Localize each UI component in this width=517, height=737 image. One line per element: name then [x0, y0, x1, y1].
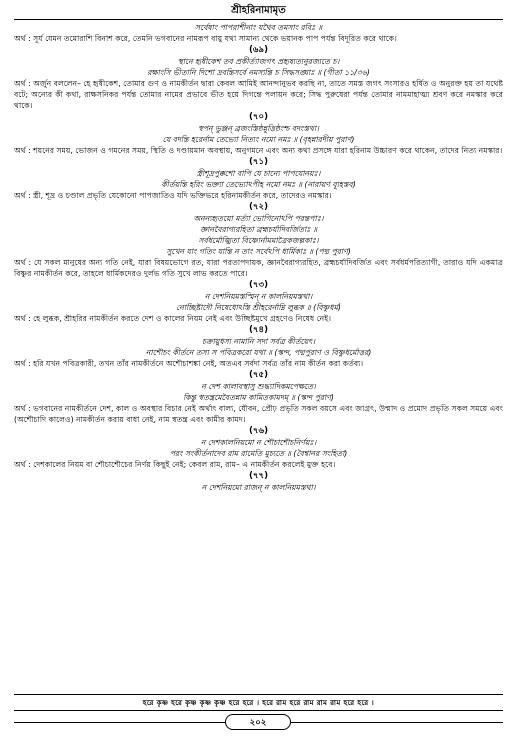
section-number: (৭১)	[248, 157, 269, 167]
meaning-paragraph: অর্থ : অর্জুন বললেন– হে হৃষীকেশ, তোমার গুণ ও নামকীর্তন দ্বারা কেবল আমিই আনন্দানুভব করছি না, তাতে সমস্ত জগৎ সংসারও হর্ষিত ও অনুরক্ত হয় তা যথেষ্ট বটে; অন্যের কী কথা, রাক্ষসনিকর পর্যন্ত তোমার নামের প্রভাবে ভীত হয়ে দিগন্তে পলায়ন করে; সিদ্ধ পুরুষেরা পর্যন্ত তোমার নামমাহাত্ম্য শ্রবণ করে নমস্কার করে থাকে।	[14, 79, 503, 110]
meaning-paragraph: অর্থ : শয়নের সময়, ভোজন ও গমনের সময়, স্থিতি ও দণ্ডায়মান অবস্থায়, অনুগমনে এবং অন্য কথা প্রসঙ্গে যারা হরিনাম উচ্চারণ করে থাকেন, তাদের নিত্য নমস্কার।	[14, 146, 503, 155]
meaning-paragraph: অর্থ : হে লুব্ধক, শ্রীহরির নামকীর্তন করতে দেশ ও কালের নিয়ম নেই এবং উচ্ছিষ্টমুখে গ্রহণেও নিষেধ নেই।	[14, 314, 332, 323]
content-area	[14, 22, 503, 493]
section-number: (৭৫)	[248, 370, 269, 380]
meaning-paragraph: অর্থ : সূর্য যেমন তমোরাশি বিনাশ করে, তেমনি ভগবানের নামরূপ বায়ু যথা সামান্য থেকে ভয়ানক পাপ পর্যন্ত বিদূরিত করে থাকে।	[14, 34, 397, 43]
verse-line: ন দেশ কালাবস্থাসু শুদ্ধ্যাদিকমপেক্ষতে।	[201, 382, 316, 391]
verse-line: স্ত্রীশূদ্রপুক্কশো বাপি যে চান্যে পাপযোনয়ঃ।	[196, 169, 321, 178]
meaning-paragraph: অর্থ : স্ত্রী, শূদ্র ও চণ্ডাল প্রভৃতি যেকোনো পাপজাতিও যদি ভক্তিভরে হরিনামকীর্তন করে, তাদেরও নমস্কার।	[14, 191, 332, 200]
meaning-paragraph: অর্থ : ভগবানের নামকীর্তনে দেশ, কাল ও অবস্থার বিচার নেই অর্থাৎ বাল্য, যৌবন, প্রৌঢ় প্রভৃতি সকল বয়সে এবং জাগ্রৎ, উন্মাদ ও প্রমোদ প্রভৃতি সকল সময়ে এবং (অশৌচাদি কালেও) নামকীর্তন করায় বাধা নেই, নাম স্বতন্ত্র এবং কামীর কামদ।	[14, 404, 503, 424]
page-number-line-right	[291, 722, 503, 723]
page-number-line-left	[14, 722, 225, 723]
verse-line: চক্রায়ুধস্য নামানি সদা সর্বত্র কীর্তয়েৎ।	[202, 337, 315, 346]
meaning-paragraph: অর্থ : হরি যখন পবিত্রকারী, তখন তাঁর নামকীর্তনে অশৌচাশঙ্কা নেই, অতএব সর্বদা সর্বত্র তাঁর নাম কীর্তন করা কর্তব্য।	[14, 359, 364, 368]
page-number: ২০২	[225, 714, 291, 730]
section-number: (৭২)	[248, 202, 269, 212]
section-number: (৭০)	[248, 112, 269, 122]
verse-line: সর্বধর্মোজ্ঝিতা বিষ্ণোর্নামমাত্রৈকজল্পকাঃ।	[198, 236, 319, 245]
section-number: (৬৯)	[248, 45, 269, 55]
verse-line: স্বপন্ ভুঞ্জন্ ব্রজংস্তিষ্ঠন্নুত্তিষ্ঠংশ্চ বদংস্তথা।	[198, 124, 319, 133]
verse-line: কীর্তয়ন্তি হরিং ভক্ত্যা তেভ্যোঽপীহ নমো নমঃ ॥ (নারায়ণ ব্যূহস্তব)	[161, 180, 356, 189]
verse-line: ন দেশনিয়মস্তস্মিন্ ন কালনিয়মস্তথা।	[204, 292, 313, 301]
verse-line: রক্ষাংসি ভীতানি দিশো দ্রবন্তিসর্বে নমস্যন্তি চ সিদ্ধসঙ্ঘাঃ ॥ (গীতা ১১/৩৬)	[147, 68, 370, 77]
section-number: (৭৪)	[248, 325, 269, 335]
section-number: (৭৭)	[248, 471, 269, 481]
footer-rule-bottom	[14, 710, 503, 711]
header-rule	[14, 19, 503, 20]
verse-line: সুখেন যাং গতিং যান্তি ন তাং সর্বেঽপি ধার্মিকাঃ ॥ (পদ্ম পুরাণ)	[166, 247, 351, 256]
running-header: শ্রীহরিনামামৃত	[231, 5, 286, 16]
verse-line: জ্ঞানবৈরাগ্যরহিতা ব্রহ্মচর্যাদিবর্জিতাঃ ॥	[199, 225, 318, 234]
verse-line: নোচ্ছিষ্টাদৌ নিষেধোঽস্তি শ্রীহরের্নাম্নি লুব্ধক ॥ (বিষ্ণুধর্ম)	[176, 303, 341, 312]
meaning-paragraph: অর্থ : দেশকালের নিয়ম বা শৌচাশৌচের নির্ণয় কিছুই নেই; কেবল রাম, রাম– এ নামকীর্তন করলেই মুক্ত হবে।	[14, 460, 336, 469]
footer-rule-top	[14, 694, 503, 695]
page-body	[14, 4, 503, 493]
section-number: (৭৬)	[248, 426, 269, 436]
verse-line: পরং সংকীর্তনাদেব রাম রামেতি মুচ্যতে ॥ (বৈশ্বানর সংহিতা)	[169, 449, 348, 458]
verse-line: নাশৌচং কীর্তনে তস্য স পবিত্রকরো যথা ॥ (স্কন্দ, পদ্মপুরাণ ও বিষ্ণুধর্মোত্তর)	[145, 348, 372, 357]
verse-line: স্থানে হৃষীকেশ তব প্রকীর্ত্যাজগৎ প্রহৃষ্যত্যনুরজ্যতে চ।	[177, 57, 340, 66]
verse-line: ন দেশনিয়মো রাজন্ ন কালনিয়মস্তথা।	[201, 483, 316, 492]
section-number: (৭৩)	[248, 280, 269, 290]
footer-mantra: হরে কৃষ্ণ হরে কৃষ্ণ কৃষ্ণ কৃষ্ণ হরে হরে । হরে রাম হরে রাম রাম রাম হরে হরে ।	[142, 699, 375, 707]
verse-line: অনন্যহৃতয়ো মর্ত্যা ভোগিনোঽপি পরন্তপাঃ।	[193, 214, 324, 223]
verse-line: কিন্তু স্বতন্ত্রমেবৈতন্নাম কামিতকামদম্ ॥ (স্কন্দ পুরাণ)	[183, 393, 334, 402]
meaning-paragraph: অর্থ : যে সকল মানুষের অন্য গতি নেই, যারা বিষয়ভোগে রত, যারা পরতাপদায়ক, জ্ঞানবৈরাগ্যরহিত, ব্রহ্মচর্যাদিবর্জিত এবং সর্বধর্মপরিত্যাগী, তারাও যদি একমাত্র বিষ্ণুর নামকীর্তন করে, তাহলে ধার্মিকদেরও দুর্লভ গতি সুখে লাভ করতে পারে।	[14, 258, 503, 278]
verse-line: ন দেশকালনিয়মো ন শৌচাশৌচনির্ণয়ঃ।	[200, 438, 317, 447]
verse-line: যে বদন্তি হরের্নাম তেভ্যো নিত্যং নমো নমঃ ॥ (বৃহন্নারদীয় পুরাণ)	[162, 135, 355, 144]
verse-line: সর্বেষাং পাপরাশীনাং যথৈব তমসাং রবিঃ ॥	[194, 23, 323, 32]
